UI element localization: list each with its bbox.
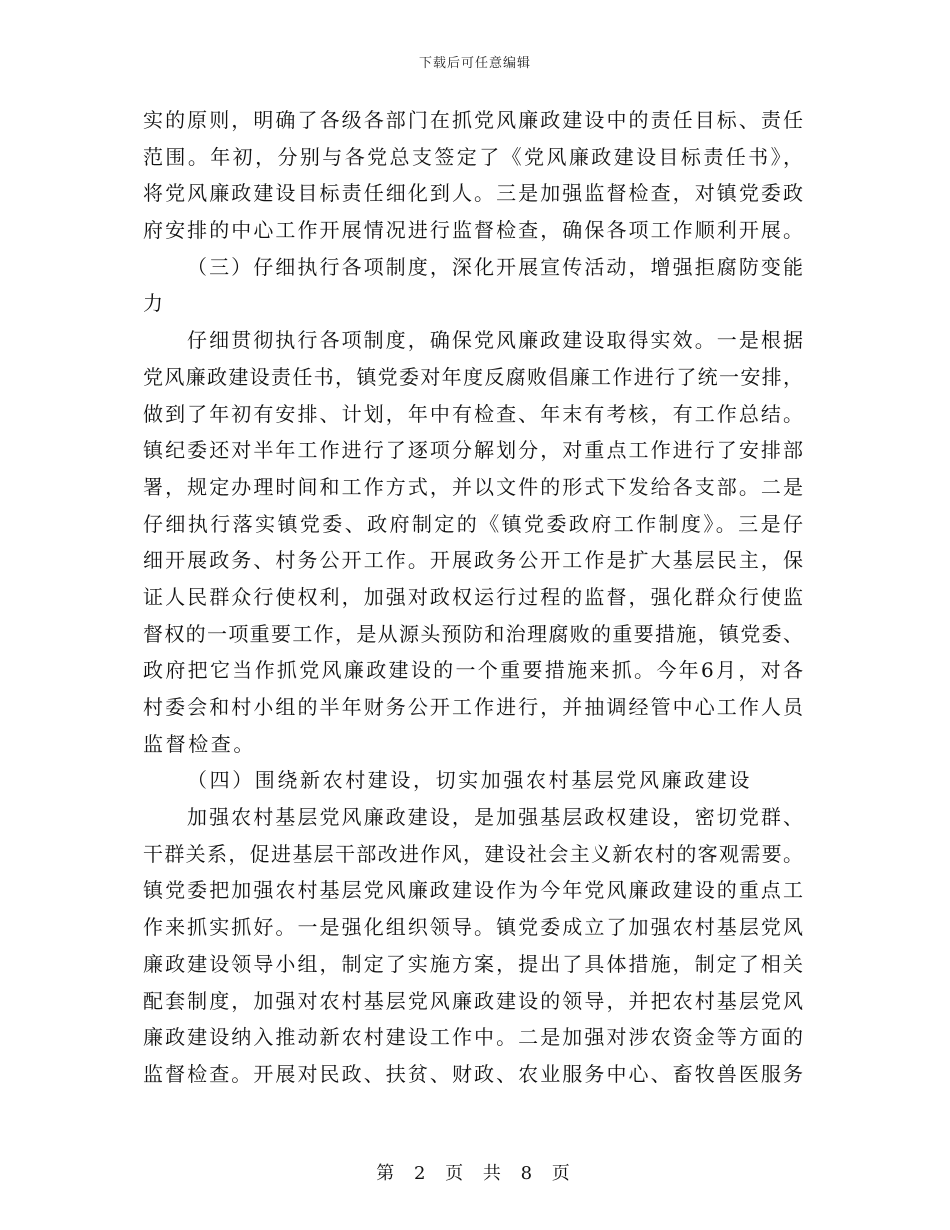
text-line: 署，规定办理时间和工作方式，并以文件的形式下发给各支部。二是 — [143, 474, 803, 499]
text-line: 细开展政务、村务公开工作。开展政务公开工作是扩大基层民主，保 — [143, 548, 803, 573]
text-line: 镇纪委还对半年工作进行了逐项分解划分，对重点工作进行了安排部 — [143, 438, 803, 463]
text-line: 政府把它当作抓党风廉政建设的一个重要措施来抓。今年6月，对各 — [143, 658, 803, 683]
text-line: 配套制度，加强对农村基层党风廉政建设的领导，并把农村基层党风 — [143, 988, 803, 1013]
page-footer: 第 2 页 共 8 页 — [376, 1163, 574, 1184]
page-header: 下载后可任意编辑 — [418, 56, 531, 71]
text-line: 镇党委把加强农村基层党风廉政建设作为今年党风廉政建设的重点工 — [143, 878, 803, 903]
text-line: 将党风廉政建设目标责任细化到人。三是加强监督检查，对镇党委政 — [143, 181, 803, 206]
text-line: 监督检查。开展对民政、扶贫、财政、农业服务中心、畜牧兽医服务 — [143, 1061, 803, 1086]
text-line: 作来抓实抓好。一是强化组织领导。镇党委成立了加强农村基层党风 — [143, 915, 803, 940]
document-body — [143, 102, 803, 1093]
text-line: 督权的一项重要工作，是从源头预防和治理腐败的重要措施，镇党委、 — [143, 621, 803, 646]
text-line: 仔细执行落实镇党委、政府制定的《镇党委政府工作制度》。三是仔 — [143, 511, 803, 536]
text-line: 证人民群众行使权利，加强对政权运行过程的监督，强化群众行使监 — [143, 584, 803, 609]
text-line: 监督检查。 — [143, 731, 256, 756]
paragraph-start: 加强农村基层党风廉政建设，是加强基层政权建设，密切党群、 — [187, 805, 803, 830]
text-line: 范围。年初，分别与各党总支签定了《党风廉政建设目标责任书》， — [143, 144, 803, 169]
text-line: 村委会和村小组的半年财务公开工作进行，并抽调经管中心工作人员 — [143, 695, 803, 719]
text-line: 府安排的中心工作开展情况进行监督检查，确保各项工作顺利开展。 — [143, 218, 803, 243]
section-heading-3-cont: 力 — [143, 291, 166, 316]
text-line: 廉政建设领导小组，制定了实施方案，提出了具体措施，制定了相关 — [143, 951, 803, 976]
text-line: 干群关系，促进基层干部改进作风，建设社会主义新农村的客观需要。 — [143, 841, 803, 866]
text-line: 实的原则，明确了各级各部门在抓党风廉政建设中的责任目标、责任 — [143, 108, 803, 132]
text-line: 党风廉政建设责任书，镇党委对年度反腐败倡廉工作进行了统一安排， — [143, 364, 803, 389]
section-heading-4: （四）围绕新农村建设，切实加强农村基层党风廉政建设 — [187, 768, 752, 793]
text-line: 做到了年初有安排、计划，年中有检查、年末有考核，有工作总结。 — [143, 401, 803, 426]
section-heading-3: （三）仔细执行各项制度，深化开展宣传活动，增强拒腐防变能 — [187, 254, 803, 279]
text-line: 廉政建设纳入推动新农村建设工作中。二是加强对涉农资金等方面的 — [143, 1025, 803, 1050]
paragraph-start: 仔细贯彻执行各项制度，确保党风廉政建设取得实效。一是根据 — [187, 328, 803, 353]
